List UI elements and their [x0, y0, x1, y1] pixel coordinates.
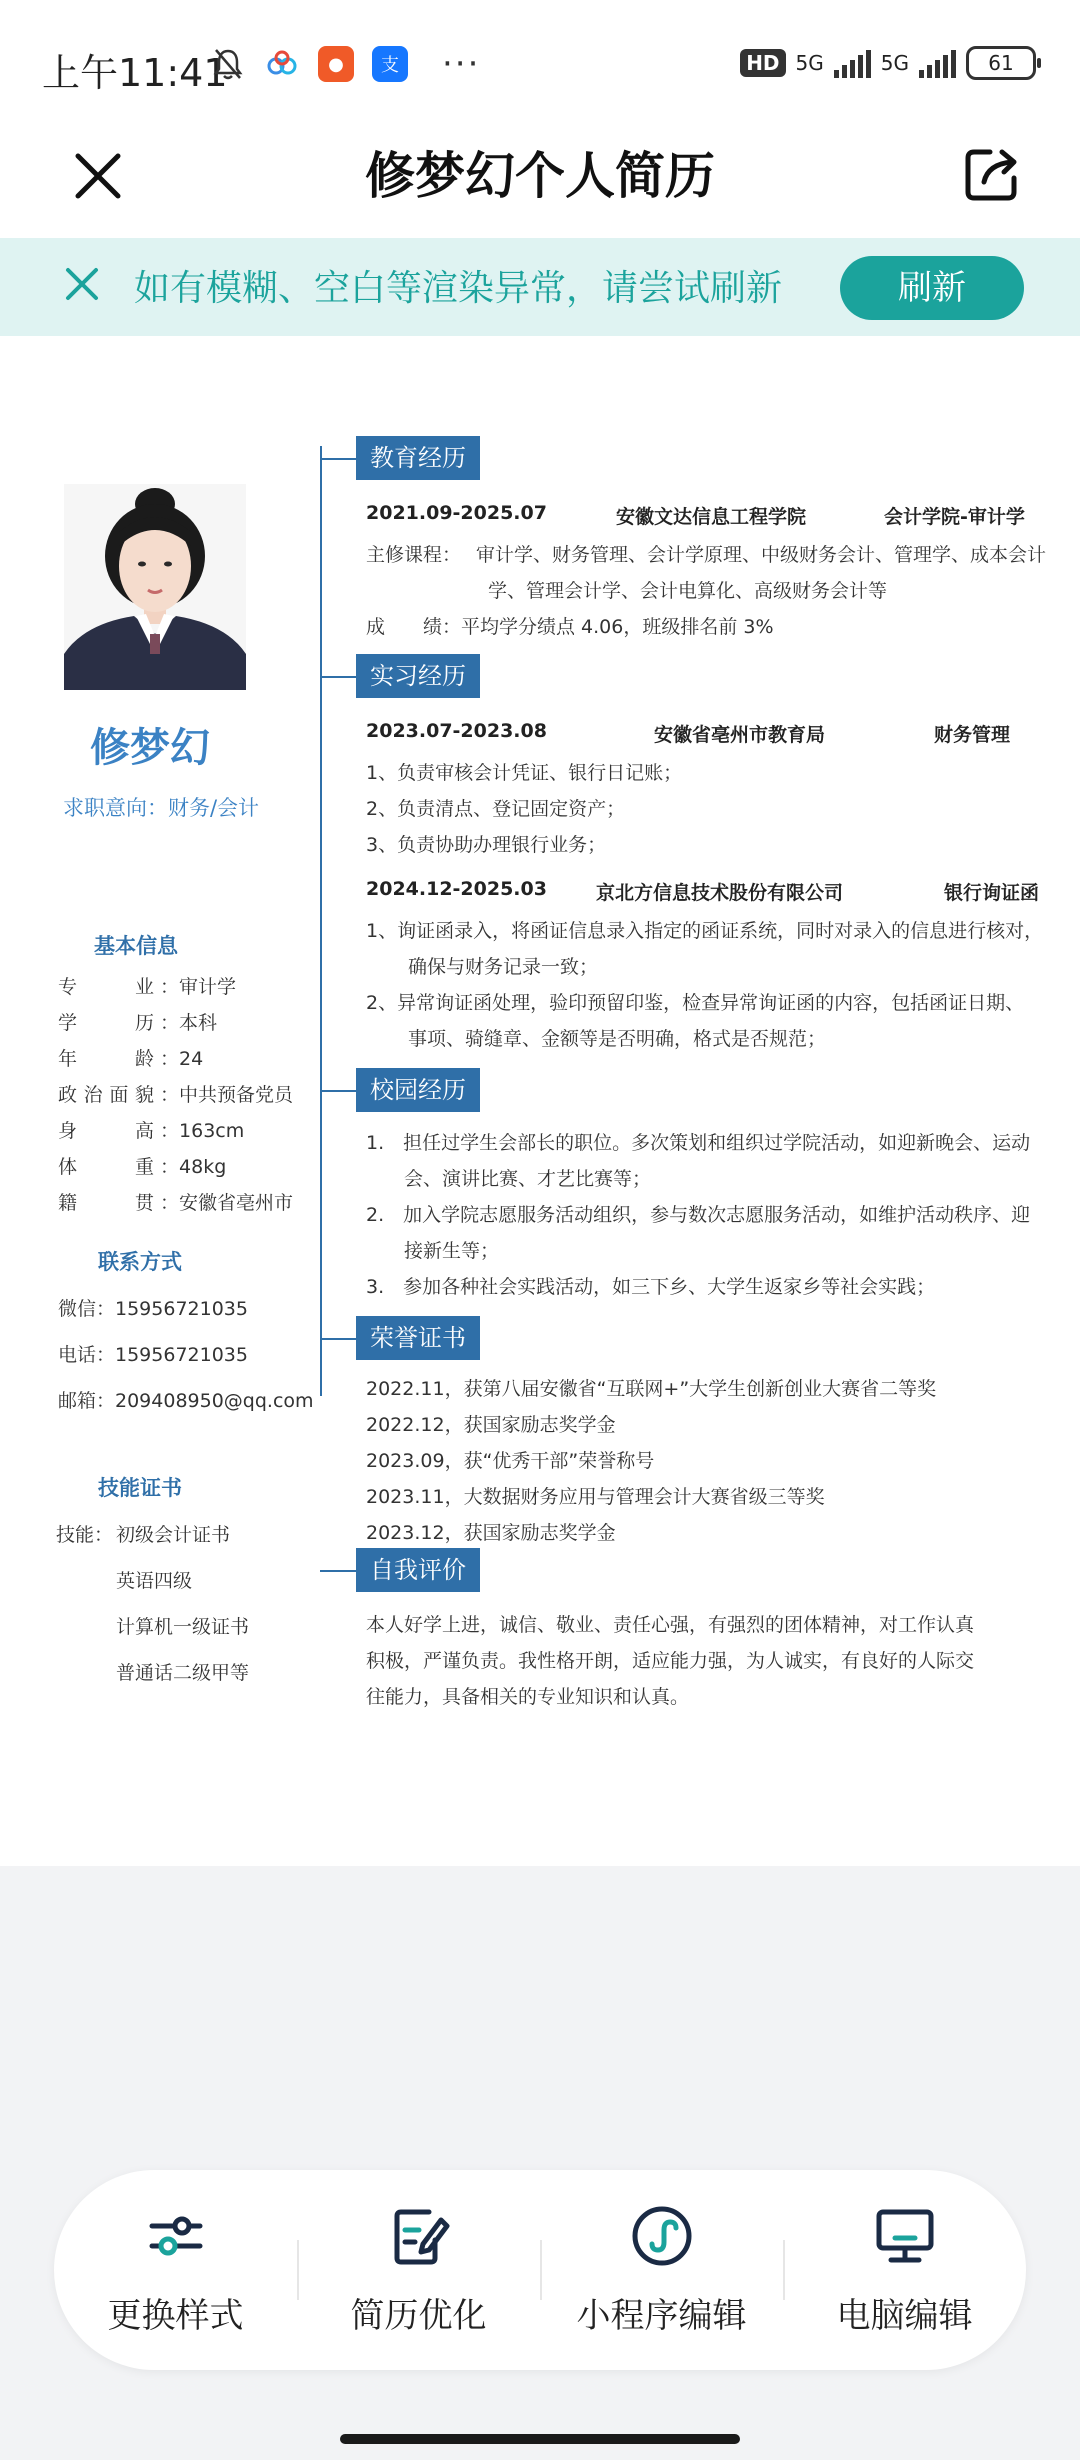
skill-item: 英语四级 [116, 1570, 193, 1592]
resume-optimize-button[interactable] [297, 2170, 540, 2370]
campus-item: 3. 参加各种社会实践活动，如三下乡、大学生返家乡等社会实践； [366, 1276, 936, 1298]
timeline-tick [320, 458, 356, 460]
education-score: 成 绩：平均学分绩点 4.06，班级排名前 3% [366, 616, 774, 638]
render-notice-bar [0, 238, 1080, 336]
honor-item: 2023.12，获国家励志奖学金 [366, 1522, 616, 1544]
campus-item: 会、演讲比赛、才艺比赛等； [404, 1168, 652, 1190]
hd-badge: HD [740, 49, 785, 77]
title-bar [0, 130, 1080, 238]
info-row-age: 年龄 ：24 [58, 1048, 204, 1070]
self-eval-line: 积极，严谨负责。我性格开朗，适应能力强，为人诚实，有良好的人际交 [366, 1650, 975, 1672]
honor-item: 2022.11，获第八届安徽省“互联网+”大学生创新创业大赛省二等奖 [366, 1378, 937, 1400]
timeline-line [320, 446, 322, 1396]
internship-1-date: 2023.07-2023.08 [366, 720, 547, 742]
self-eval-line: 本人好学上进，诚信、敬业、责任心强，有强烈的团体精神，对工作认真 [366, 1614, 975, 1636]
timeline-tick [320, 676, 356, 678]
status-time: 上午11:41 [42, 51, 228, 95]
skills-title: 技能证书 [98, 1476, 182, 1500]
more-notifications-icon: ··· [442, 44, 481, 84]
sliders-icon [144, 2204, 208, 2268]
campus-heading: 校园经历 [356, 1068, 480, 1112]
contact-title: 联系方式 [98, 1250, 182, 1274]
courses-line-2: 学、管理会计学、会计电算化、高级财务会计等 [488, 580, 888, 602]
edit-document-icon [387, 2204, 451, 2268]
campus-item: 接新生等； [404, 1240, 500, 1262]
self-eval-line: 往能力，具备相关的专业知识和认真。 [366, 1686, 690, 1708]
status-bar [0, 0, 1080, 130]
contact-email: 邮箱：209408950@qq.com [58, 1390, 314, 1412]
self-eval-heading: 自我评价 [356, 1548, 480, 1592]
campus-item: 1. 担任过学生会部长的职位。多次策划和组织过学院活动，如迎新晚会、运动 [366, 1132, 1031, 1154]
battery-icon [966, 46, 1036, 80]
honor-item: 2022.12，获国家励志奖学金 [366, 1414, 616, 1436]
internship-1-role: 财务管理 [934, 724, 1011, 746]
internship-2-duty: 确保与财务记录一致； [408, 956, 599, 978]
bottom-toolbar [54, 2170, 1026, 2370]
monitor-icon [873, 2204, 937, 2268]
internship-heading: 实习经历 [356, 654, 480, 698]
change-style-button[interactable] [54, 2170, 297, 2370]
honor-item: 2023.09，获“优秀干部”荣誉称号 [366, 1450, 655, 1472]
courses-line-1: 审计学、财务管理、会计学原理、中级财务会计、管理学、成本会计 [476, 544, 1047, 566]
info-row-politics: 政治面貌 ：中共预备党员 [58, 1084, 294, 1106]
close-notice-icon[interactable] [62, 264, 102, 304]
education-school: 安徽文达信息工程学院 [616, 506, 807, 528]
education-heading: 教育经历 [356, 436, 480, 480]
mini-program-edit-label: 小程序编辑 [576, 2295, 747, 2336]
profile-photo [64, 484, 246, 690]
internship-1-duty: 3、负责协助办理银行业务； [366, 834, 607, 856]
home-indicator[interactable] [340, 2434, 740, 2444]
courses-label: 主修课程： [366, 544, 462, 566]
internship-1-org: 安徽省亳州市教育局 [654, 724, 826, 746]
internship-1-duty: 1、负责审核会计凭证、银行日记账； [366, 762, 683, 784]
basic-info-title: 基本信息 [94, 934, 178, 958]
skill-item: 普通话二级甲等 [116, 1662, 250, 1684]
internship-2-duty: 1、询证函录入，将函证信息录入指定的函证系统，同时对录入的信息进行核对， [366, 920, 1044, 942]
battery-level: 61 [988, 51, 1014, 75]
resume-document [0, 336, 1080, 1866]
info-row-weight: 体重 ：48kg [58, 1156, 227, 1178]
internship-2-date: 2024.12-2025.03 [366, 878, 547, 900]
pc-edit-button[interactable] [783, 2170, 1026, 2370]
contact-phone: 电话：15956721035 [58, 1344, 248, 1366]
education-major: 会计学院-审计学 [884, 506, 1025, 528]
network-label-2: 5G [880, 51, 909, 75]
change-style-label: 更换样式 [107, 2295, 244, 2336]
network-label-1: 5G [795, 51, 824, 75]
cloud-app-icon [264, 46, 300, 82]
info-row-degree: 学历 ：本科 [58, 1012, 218, 1034]
status-system-icons [740, 46, 1036, 80]
skills-label: 技能： [56, 1524, 114, 1546]
mini-program-icon [630, 2204, 694, 2268]
candidate-name: 修梦幻 [90, 725, 210, 771]
honors-heading: 荣誉证书 [356, 1316, 480, 1360]
signal-icon-2 [919, 48, 956, 78]
campus-item: 2. 加入学院志愿服务活动组织，参与数次志愿服务活动，如维护活动秩序、迎 [366, 1204, 1031, 1226]
refresh-button[interactable]: 刷新 [840, 256, 1024, 320]
signal-icon [834, 48, 871, 78]
mute-bell-icon [210, 46, 246, 82]
skill-item: 计算机一级证书 [116, 1616, 250, 1638]
mini-program-edit-button[interactable] [540, 2170, 783, 2370]
timeline-tick [320, 1090, 356, 1092]
honor-item: 2023.11，大数据财务应用与管理会计大赛省级三等奖 [366, 1486, 825, 1508]
alipay-app-icon: 支 [372, 46, 408, 82]
resume-optimize-label: 简历优化 [350, 2295, 487, 2336]
page-title: 修梦幻个人简历 [365, 147, 715, 205]
share-icon[interactable] [960, 142, 1024, 206]
info-row-height: 身高 ：163cm [58, 1120, 245, 1142]
pc-edit-label: 电脑编辑 [836, 2295, 973, 2336]
skill-item: 初级会计证书 [116, 1524, 231, 1546]
game-app-icon: ● [318, 46, 354, 82]
timeline-tick [320, 1570, 356, 1572]
internship-2-role: 银行询证函 [944, 882, 1040, 904]
internship-1-duty: 2、负责清点、登记固定资产； [366, 798, 626, 820]
info-row-major: 专业 ：审计学 [58, 976, 237, 998]
education-date: 2021.09-2025.07 [366, 502, 547, 524]
timeline-tick [320, 1338, 356, 1340]
internship-2-duty: 2、异常询证函处理，验印预留印鉴，检查异常询证函的内容，包括函证日期、 [366, 992, 1025, 1014]
notice-text: 如有模糊、空白等渲染异常，请尝试刷新 [134, 268, 783, 309]
internship-2-duty: 事项、骑缝章、金额等是否明确，格式是否规范； [408, 1028, 827, 1050]
info-row-hometown: 籍贯 ：安徽省亳州市 [58, 1192, 294, 1214]
internship-2-org: 京北方信息技术股份有限公司 [596, 882, 844, 904]
job-intent: 求职意向：财务/会计 [62, 796, 260, 820]
contact-wechat: 微信：15956721035 [58, 1298, 248, 1320]
status-notification-icons [210, 44, 480, 84]
